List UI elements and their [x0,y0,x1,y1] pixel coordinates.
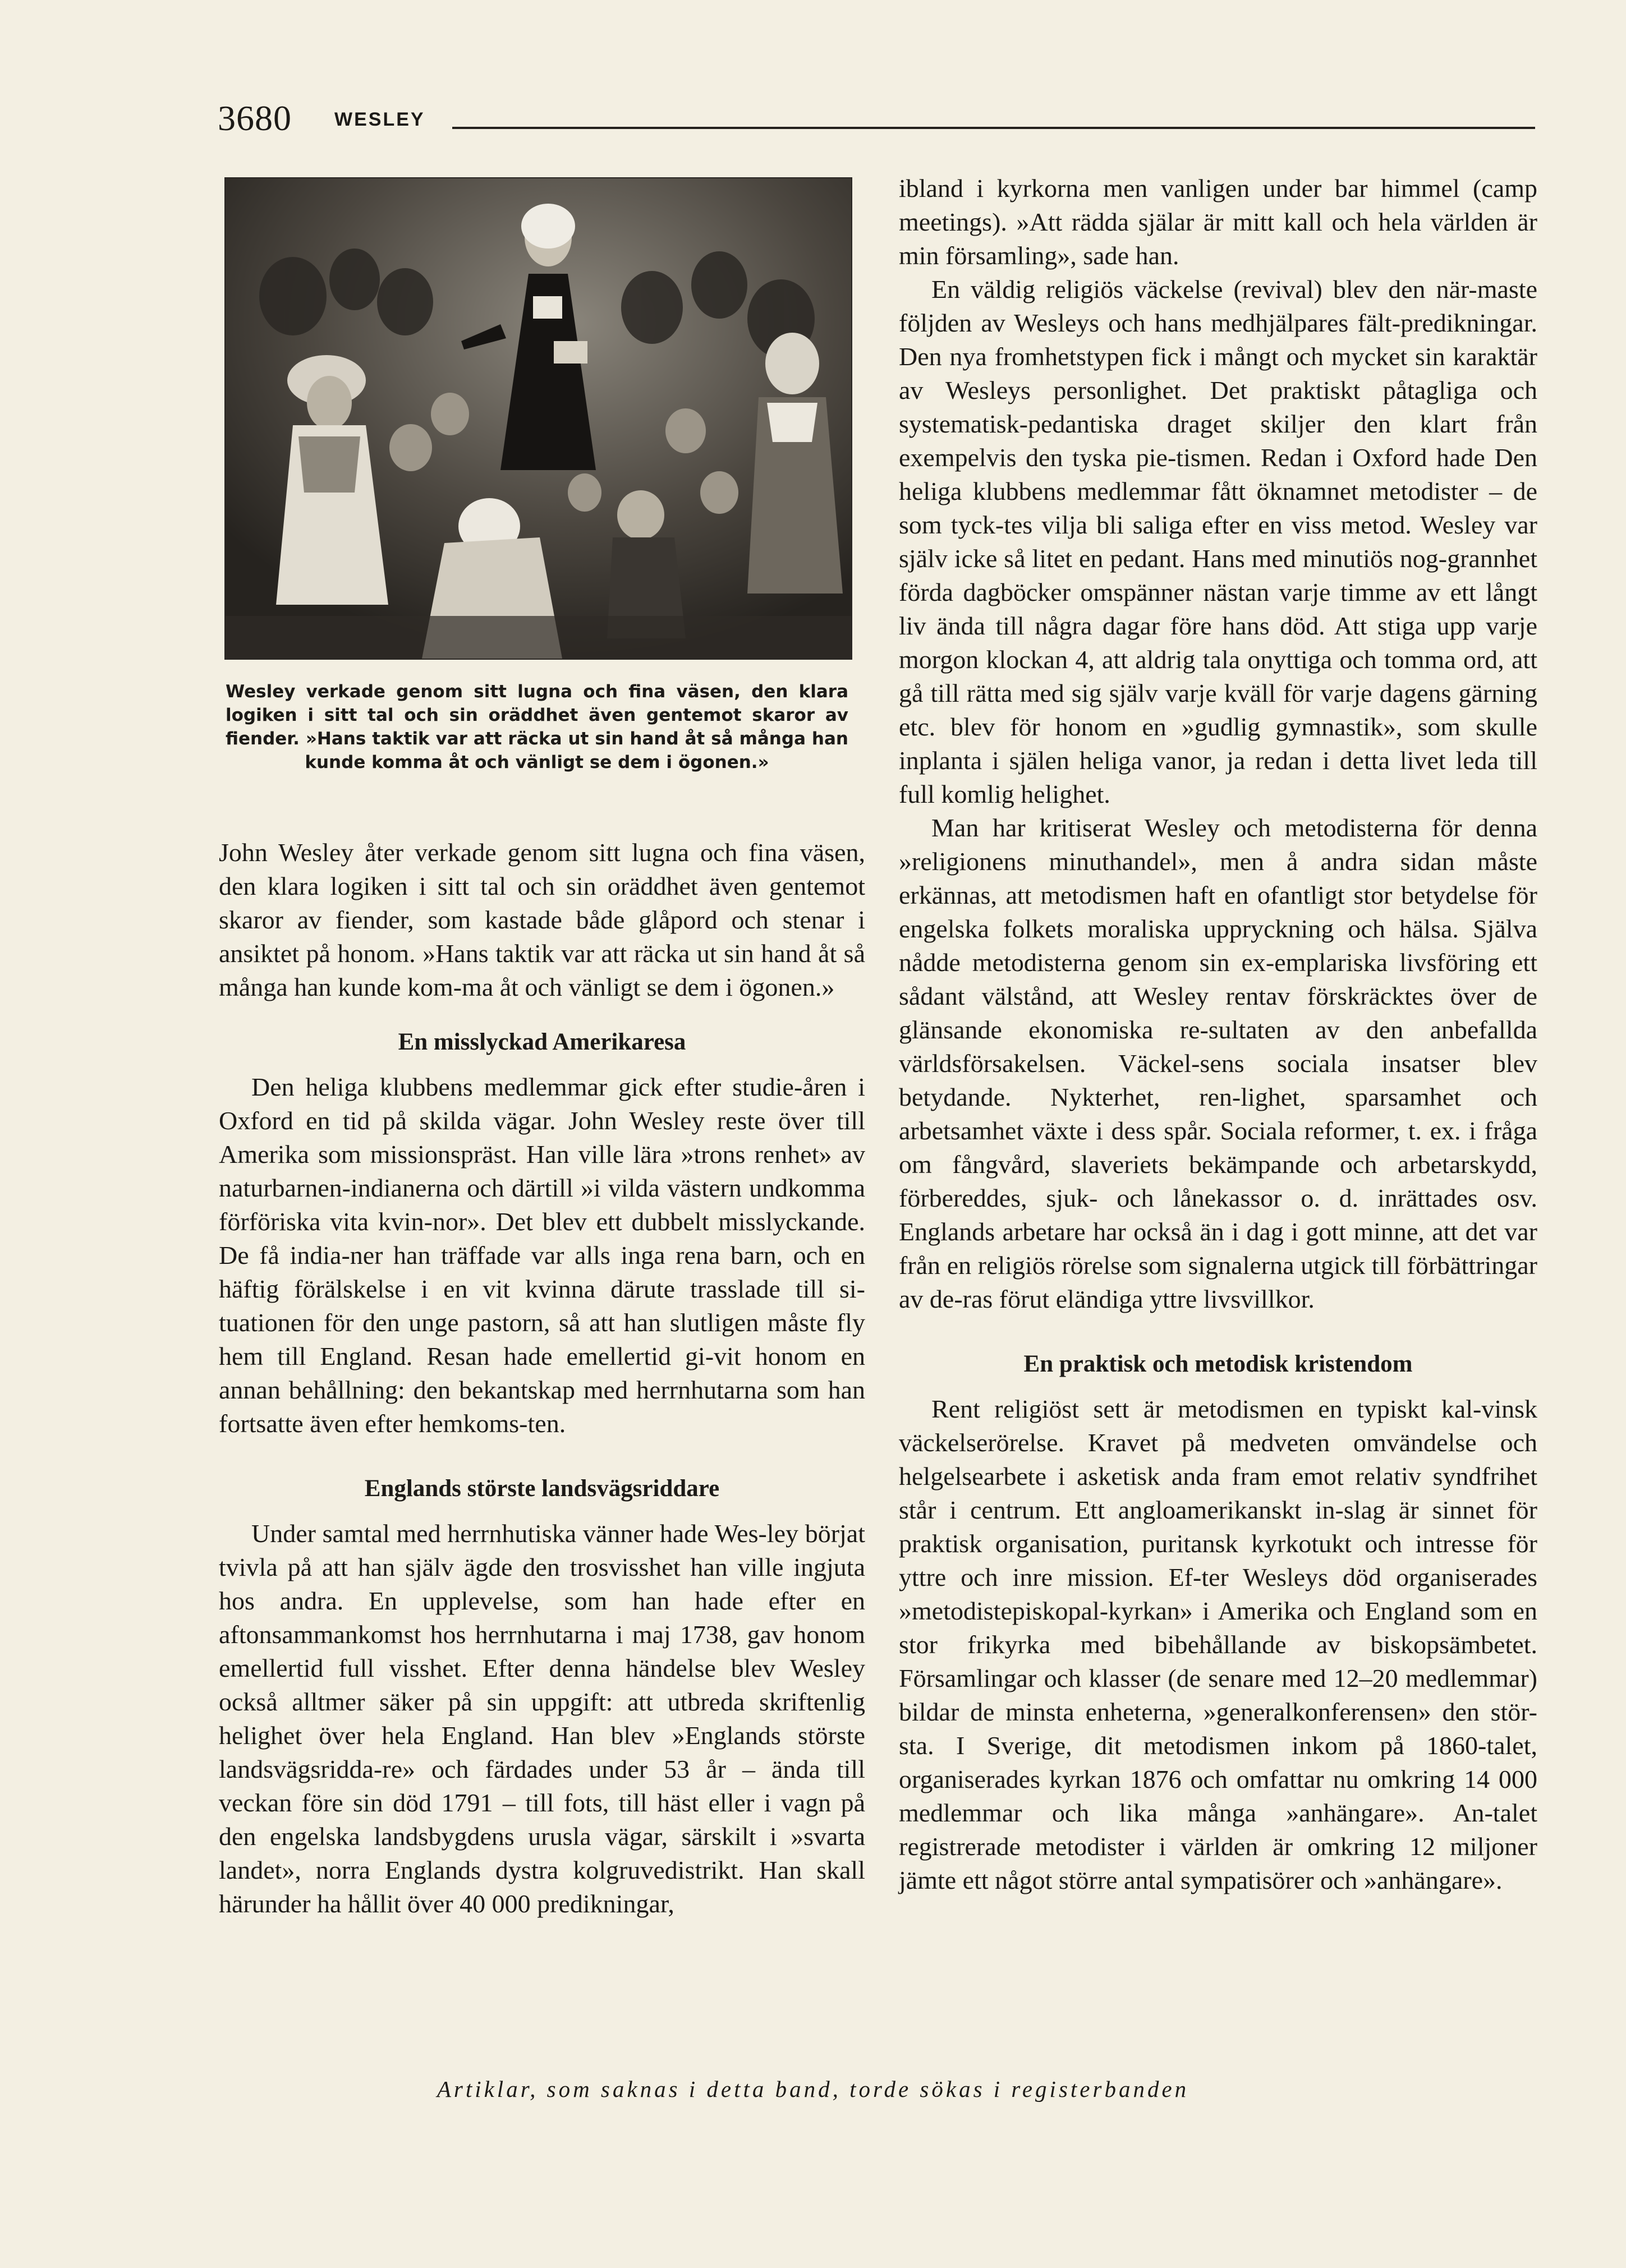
body-paragraph: John Wesley åter verkade genom sitt lugna och fina väsen, den klara logiken i sitt tal och sin oräddhet även gentemot skaror av fiender, som kastade både glåpord och stenar i ansiktet på honom. »Hans taktik var att räcka ut sin hand åt så många han kunde kom-ma åt och vänligt se dem i ögonen.» [219,838,865,1001]
body-paragraph: Rent religiöst sett är metodismen en typiskt kal-vinsk väckelserörelse. Kravet på medveten omvändelse och helgelsearbete i asketisk anda fram emot relativ syndfrihet står i centrum. Ett angloamerikanskt in-slag är sinnet för praktisk organisation, puritansk kyrkotukt och intresse för yttre och inre mission. Ef-ter Wesleys död organiserades »metodistepiskopal-kyrkan» i Amerika och England som en stor frikyrka med bibehållande av biskopsämbetet. Församlingar och klasser (de senare med 12–20 medlemmar) bildar de minsta enheterna, »generalkonferensen» den stör-sta. I Sverige, dit metodismen inkom på 1860-talet, organiserades kyrkan 1876 och omfattar nu omkring 14 000 medlemmar och lika många »anhängare». An-talet registrerade metodister i världen är omkring 12 miljoner jämte ett något större antal sympatisörer och »anhängare». [899,1395,1537,1894]
body-paragraph: En väldig religiös väckelse (revival) blev den när-maste följden av Wesleys och hans medhjälpares fält-predikningar. Den nya fromhetstypen fick i mångt och mycket sin karaktär av Wesleys personlighet. Det praktiskt påtagliga och systematisk-pedantiska draget skiljer den klart från exempelvis den tyska pie-tismen. Redan i Oxford hade Den heliga klubbens medlemmar fått öknamnet metodister – de som tyck-tes vilja bli saliga efter en viss metod. Wesley var själv icke så litet en pedant. Hans med minutiös nog-grannhet förda dagböcker omspänner nästan varje timme av ett långt liv ända till några dagar före hans död. Att stiga upp varje morgon klockan 4, att aldrig tala onyttiga och tomma ord, att gå till rätta med sig själv varje kväll för varje dagens gärning etc. blev för honom en »gudlig gymnastik», som skulle inplanta i själen heliga vanor, ja redan i detta livet leda till full komlig helighet. [899,275,1537,808]
right-text-column [899,172,1537,1897]
footer-note: Artiklar, som saknas i detta band, torde sökas i registerbanden [437,2076,1189,2102]
figure-caption: Wesley verkade genom sitt lugna och fina väsen, den klara logiken i sitt tal och sin oräddhet även gentemot skaror av fiender. »Hans taktik var att räcka ut sin hand åt så många han kunde komma åt och vänligt se dem i ögonen.» [226,682,848,772]
left-text-column [219,836,865,1921]
header-rule [452,127,1535,129]
page-header [218,99,1535,138]
engraving-illustration [224,177,852,660]
body-paragraph: Den heliga klubbens medlemmar gick efter studie-åren i Oxford en tid på skilda vägar. John Wesley reste över till Amerika som missionspräst. Han ville lära »trons renhet» av naturbarnen-indianerna och därtill »i vilda västern undkomma förföriska vita kvin-nor». Det blev ett dubbelt misslyckande. De få india-ner han träffade var alls inga rena barn, och en häftig förälskelse i en vit kvinna därute trasslade till si-tuationen för den unge pastorn, så att han slutligen måste fly hem till England. Resan hade emellertid gi-vit honom en annan behållning: den bekantskap med herrnhutarna som han fortsatte även efter hemkoms-ten. [219,1073,865,1438]
body-paragraph: Under samtal med herrnhutiska vänner hade Wes-ley börjat tvivla på att han själv ägde den trosvisshet han ville ingjuta hos andra. En upplevelse, som han hade efter en aftonsammankomst hos herrnhutarna i maj 1738, gav honom emellertid full visshet. Efter denna händelse blev Wesley också alltmer säker på sin uppgift: att utbreda skriftenlig helighet över hela England. Han blev »Englands störste landsvägsridda-re» och färdades under 53 år – ända till veckan före sin död 1791 – till fots, till häst eller i vagn på den engelska landsbygdens urusla vägar, särskilt i »svarta landet», norra Englands dystra kolgruvedistrikt. Han skall härunder ha hållit över 40 000 predikningar, [219,1519,865,1918]
page-number: 3680 [218,98,292,138]
section-heading: En misslyckad Amerikaresa [398,1029,686,1055]
body-paragraph: Man har kritiserat Wesley och metodisterna för denna »religionens minuthandel», men å andra sidan måste erkännas, att metodismen haft en ofantligt stor betydelse för engelska folkets moraliska uppryckning och hälsa. Själva nådde metodisterna genom sin ex-emplariska livsföring ett sådant välstånd, att Wesley rentav förskräcktes över de glänsande ekonomiska re-sultaten av den anbefallda världsförsakelsen. Väckel-sens sociala insatser blev betydande. Nykterhet, ren-lighet, sparsamhet och arbetsamhet växte i dess spår. Sociala reformer, t. ex. i fråga om fångvård, slaveriets bekämpande och arbetarskydd, förbereddes, sjuk- och lånekassor o. d. inrättades osv. Englands arbetare har också än i dag i gott minne, att det var från en religiös rörelse som signalerna utgick till förbättringar av de-ras förut eländiga yttre livsvillkor. [899,813,1537,1313]
body-paragraph: ibland i kyrkorna men vanligen under bar himmel (camp meetings). »Att rädda själar är mitt kall och hela världen är min församling», sade han. [899,174,1537,270]
section-heading: Englands störste landsvägsriddare [364,1475,720,1502]
running-head: WESLEY [334,109,425,130]
section-heading: En praktisk och metodisk kristendom [1023,1351,1413,1377]
engraving-image [226,178,851,659]
